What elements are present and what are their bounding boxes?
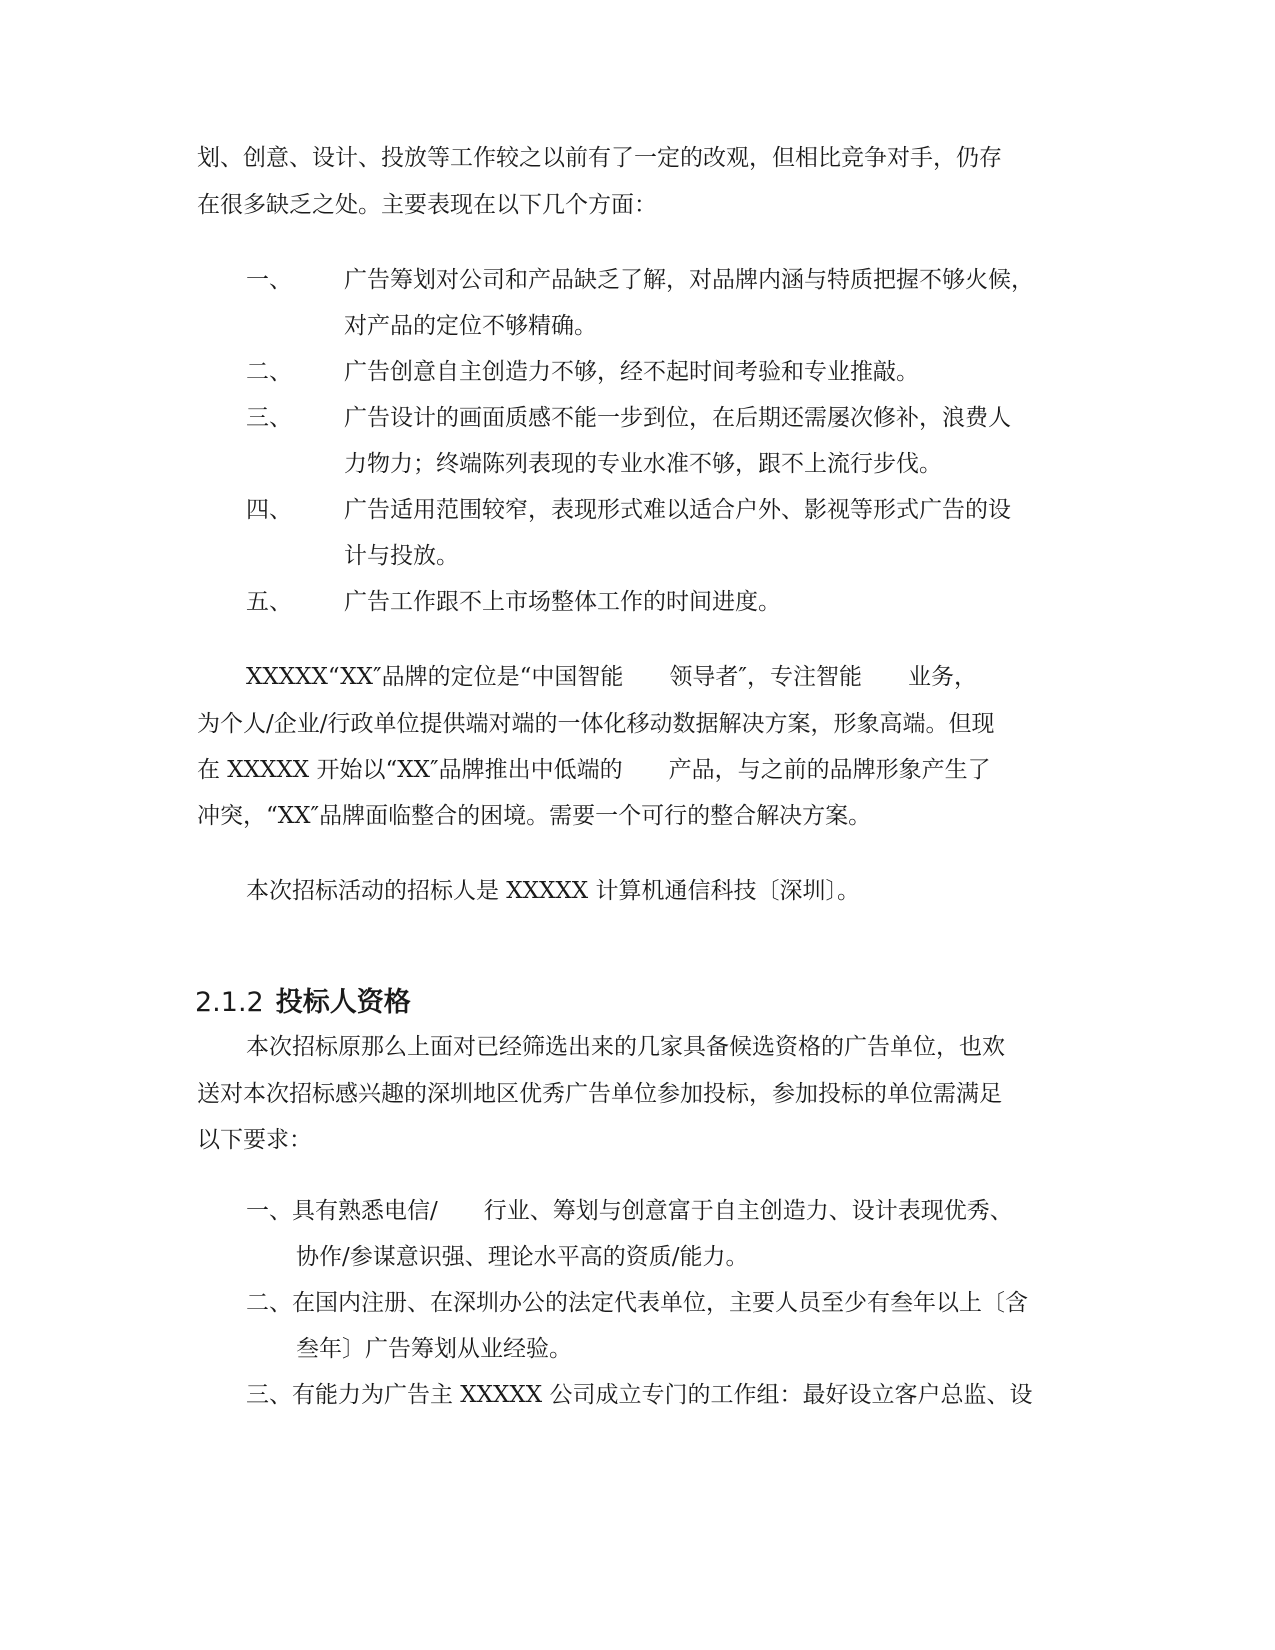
issue-text: 广告创意自主创造力不够，经不起时间考验和专业推敲。 — [344, 359, 919, 385]
tenderer-line: 本次招标活动的招标人是 XXXXX 计算机通信科技〔深圳〕。 — [246, 878, 860, 904]
brand-line: 在 XXXXX 开始以“XX″品牌推出中低端的 产品，与之前的品牌形象产生了 — [197, 757, 991, 783]
issue-number: 三、 — [246, 405, 292, 431]
brand-line: XXXXX“XX″品牌的定位是“中国智能 领导者″，专注智能 业务， — [246, 664, 977, 690]
issue-text: 对产品的定位不够精确。 — [344, 313, 597, 339]
requirement-text: 叁年〕广告筹划从业经验。 — [296, 1336, 572, 1362]
issue-text: 广告设计的画面质感不能一步到位，在后期还需屡次修补，浪费人 — [344, 405, 1011, 431]
brand-line: 为个人/企业/行政单位提供端对端的一体化移动数据解决方案，形象高端。但现 — [197, 711, 995, 737]
qualification-line: 送对本次招标感兴趣的深圳地区优秀广告单位参加投标，参加投标的单位需满足 — [197, 1081, 1002, 1107]
issue-text: 广告工作跟不上市场整体工作的时间进度。 — [344, 589, 781, 615]
section-number: 2.1.2 — [195, 987, 264, 1018]
intro-line: 在很多缺乏之处。主要表现在以下几个方面： — [197, 192, 657, 218]
requirement-text: 三、有能力为广告主 XXXXX 公司成立专门的工作组：最好设立客户总监、设 — [246, 1382, 1033, 1408]
issue-text: 计与投放。 — [344, 543, 459, 569]
qualification-line: 以下要求： — [197, 1127, 312, 1153]
issue-number: 五、 — [246, 589, 292, 615]
requirement-text: 协作/参谋意识强、理论水平高的资质/能力。 — [296, 1244, 749, 1270]
issue-number: 一、 — [246, 267, 292, 293]
issue-number: 二、 — [246, 359, 292, 385]
brand-line: 冲突，“XX″品牌面临整合的困境。需要一个可行的整合解决方案。 — [197, 803, 872, 829]
issue-text: 广告适用范围较窄，表现形式难以适合户外、影视等形式广告的设 — [344, 497, 1011, 523]
requirement-text: 二、在国内注册、在深圳办公的法定代表单位，主要人员至少有叁年以上〔含 — [246, 1290, 1028, 1316]
issue-text: 力物力；终端陈列表现的专业水准不够，跟不上流行步伐。 — [344, 451, 942, 477]
issue-number: 四、 — [246, 497, 292, 523]
section-title: 投标人资格 — [275, 987, 411, 1018]
intro-line: 划、创意、设计、投放等工作较之以前有了一定的改观，但相比竞争对手，仍存 — [197, 145, 1002, 171]
requirement-text: 一、具有熟悉电信/ 行业、筹划与创意富于自主创造力、设计表现优秀、 — [246, 1198, 1013, 1224]
section-heading — [195, 986, 411, 1020]
qualification-line: 本次招标原那么上面对已经筛选出来的几家具备候选资格的广告单位，也欢 — [246, 1034, 1005, 1060]
issue-text: 广告筹划对公司和产品缺乏了解，对品牌内涵与特质把握不够火候， — [344, 267, 1034, 293]
